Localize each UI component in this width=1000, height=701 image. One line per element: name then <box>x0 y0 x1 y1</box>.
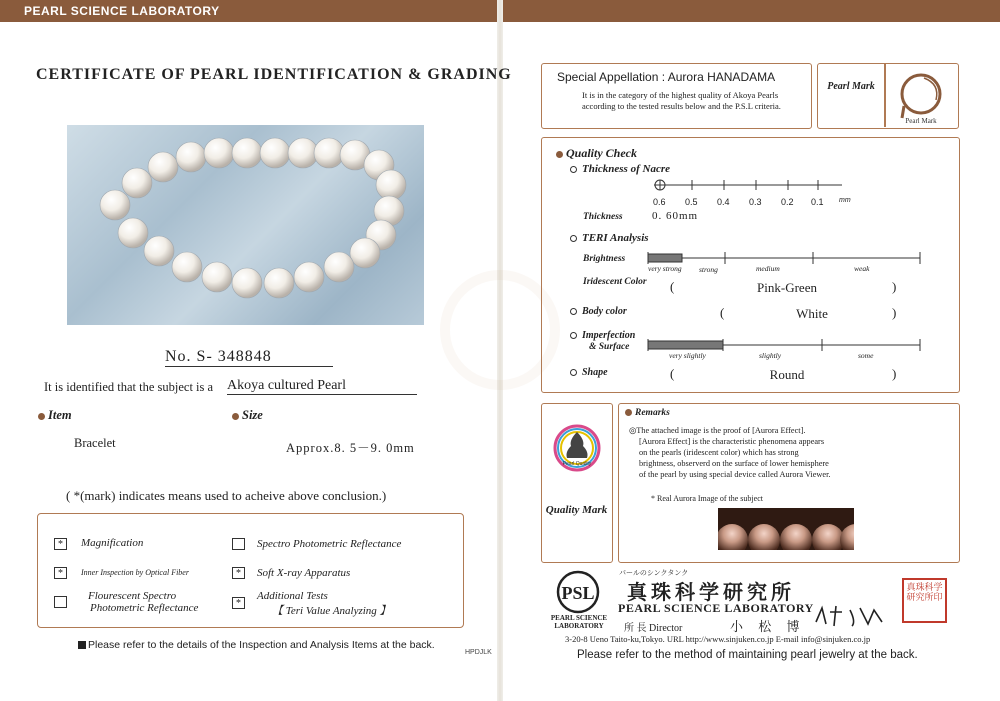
remarks-line: [Aurora Effect] is the characteristic phenomena appears <box>639 437 825 446</box>
lab-address: 3-20-8 Ueno Taito-ku,Tokyo. URL http://www.sinjuken.co.jp E-mail info@sinjuken.co.jp <box>565 634 871 644</box>
bullet-dot <box>232 413 239 420</box>
quality-check-label: Quality Check <box>566 146 637 160</box>
test-checkbox-additional: * <box>232 597 245 609</box>
circle-bullet <box>570 308 577 315</box>
pearl <box>202 262 232 292</box>
nacre-tick-label: 0.1 <box>811 197 824 207</box>
body-color-open-paren: ( <box>720 305 725 320</box>
nacre-unit: mm <box>839 197 851 204</box>
pearl-bracelet-photo <box>67 125 424 325</box>
test-checkbox-flourescent <box>54 596 67 608</box>
brightness-bar <box>648 254 682 262</box>
quality-mark-label: Quality Mark <box>545 504 608 516</box>
size-value: Approx.8. 5－9. 0mm <box>286 441 415 455</box>
pearl-bracelet-image <box>67 125 424 325</box>
remarks-line: on the pearls (iridescent color) which has strong <box>639 448 799 457</box>
lab-kana: パールのシンクタンク <box>619 570 689 577</box>
pearl <box>232 138 262 168</box>
remarks-line: of the pearl by using special device called Aurora Viewer. <box>639 470 831 479</box>
imperfection-bar <box>648 341 723 349</box>
quality-mark-box <box>541 403 613 563</box>
pearl-mark-divider <box>884 64 886 127</box>
brightness-scale-label: medium <box>756 264 780 273</box>
nacre-tick-label: 0.4 <box>717 197 730 207</box>
aurora-pearls-image <box>718 508 854 550</box>
pearl <box>260 138 290 168</box>
psl-subtitle: PEARL SCIENCE LABORATORY <box>550 614 608 630</box>
certificate-title: CERTIFICATE OF PEARL IDENTIFICATION & GRADING <box>36 66 512 83</box>
special-appellation-description: It is in the category of the highest quality of Akoya Pearls according to the tested results below and the P.S.L criteria. <box>582 90 781 111</box>
pearl <box>264 268 294 298</box>
aurora-image <box>718 508 854 550</box>
item-heading <box>38 408 72 423</box>
circle-bullet <box>570 332 577 339</box>
refer-back-left-text: Please refer to the details of the Inspection and Analysis Items at the back. <box>88 639 435 651</box>
imperfection-scale-label: some <box>858 351 874 360</box>
teri-heading <box>570 232 649 244</box>
test-flourescent-2: Photometric Reflectance <box>90 602 199 614</box>
imperfection-heading <box>570 330 635 341</box>
brightness-scale-label: very strong <box>648 264 682 273</box>
body-color-heading <box>570 306 627 317</box>
bullet-dot <box>38 413 45 420</box>
quality-mark-logo-icon <box>553 424 601 472</box>
item-heading-label: Item <box>48 408 72 422</box>
bullet-dot <box>625 409 632 416</box>
identified-text: It is identified that the subject is a <box>44 380 214 394</box>
item-value: Bracelet <box>74 436 116 450</box>
pearl <box>204 138 234 168</box>
certificate-number: No. S- 348848 <box>165 348 333 367</box>
shape-label: Shape <box>582 367 608 378</box>
director-name: 小 松 博 <box>730 619 806 634</box>
remarks-text <box>629 425 957 480</box>
nacre-heading-label: Thickness of Nacre <box>582 163 670 175</box>
nacre-tick-label: 0.6 <box>653 197 666 207</box>
subject-value: Akoya cultured Pearl <box>227 378 417 395</box>
pearl <box>294 262 324 292</box>
director-title: 所 長 Director <box>624 623 683 634</box>
shape-close-paren: ) <box>892 366 897 381</box>
pearl <box>350 238 380 268</box>
psl-logo-text: PSL <box>561 583 595 603</box>
refer-back-left <box>78 639 435 651</box>
iridescent-close-paren: ) <box>892 279 897 294</box>
pearl-mark-logo-icon <box>888 66 958 128</box>
lab-name-en: PEARL SCIENCE LABORATORY <box>618 601 814 615</box>
doc-code: HPDJLK <box>465 649 492 656</box>
pearl-mark-logo-text: Pearl Mark <box>905 117 937 125</box>
mark-note: ( *(mark) indicates means used to acheive above conclusion.) <box>66 488 387 503</box>
director-signature-icon <box>812 602 892 630</box>
test-magnification: Magnification <box>81 537 144 549</box>
header-bar-right <box>503 0 1000 22</box>
size-heading <box>232 408 263 423</box>
test-flourescent-1: Flourescent Spectro <box>88 590 177 602</box>
brightness-label: Brightness <box>583 254 626 264</box>
brightness-scale-label: weak <box>854 264 870 273</box>
remarks-box <box>618 403 960 563</box>
official-seal: 真珠科学研究所印 <box>902 578 947 623</box>
pearl <box>122 168 152 198</box>
lab-name-jp: 真珠科学研究所 <box>627 582 795 604</box>
iridescent-open-paren: ( <box>670 279 675 294</box>
circle-bullet <box>570 235 577 242</box>
special-appellation-title: Special Appellation : Aurora HANADAMA <box>557 70 776 84</box>
pearl <box>314 138 344 168</box>
imperfection-label-1: Imperfection <box>582 330 636 341</box>
shape-open-paren: ( <box>670 366 675 381</box>
imperfection-scale-label: slightly <box>759 351 782 360</box>
nacre-tick-label: 0.3 <box>749 197 762 207</box>
pearl-mark-box <box>817 63 959 129</box>
thickness-label: Thickness <box>583 212 623 222</box>
remarks-title <box>625 408 670 418</box>
pearl <box>172 252 202 282</box>
psl-logo-icon <box>548 570 608 614</box>
test-checkbox-magnification: * <box>54 538 67 550</box>
circle-bullet <box>570 369 577 376</box>
refer-back-right: Please refer to the method of maintaining pearl jewelry at the back. <box>577 649 918 661</box>
test-additional: Additional Tests <box>257 590 328 602</box>
shape-value: Round <box>769 367 805 382</box>
shape-heading <box>570 367 608 378</box>
test-checkbox-inner-inspection: * <box>54 567 67 579</box>
pearl <box>324 252 354 282</box>
body-color-value: White <box>796 306 828 321</box>
tests-box <box>37 513 464 628</box>
pearl <box>148 152 178 182</box>
test-spectro-photometric: Spectro Photometric Reflectance <box>257 538 402 550</box>
test-teri-value: 【 Teri Value Analyzing 】 <box>272 605 391 617</box>
brightness-scale-label: strong <box>699 265 718 274</box>
special-appellation-box <box>541 63 812 129</box>
nacre-tick-label: 0.5 <box>685 197 698 207</box>
quality-mark-logo-text: Pearl Quality <box>562 461 592 467</box>
remarks-caption: * Real Aurora Image of the subject <box>651 494 763 503</box>
header-brand: PEARL SCIENCE LABORATORY <box>24 4 220 18</box>
pearl <box>118 218 148 248</box>
pearl <box>288 138 318 168</box>
pearl <box>100 190 130 220</box>
remarks-line: ◎The attached image is the proof of [Aurora Effect]. <box>629 426 806 435</box>
iridescent-label: Iridescent Color <box>583 277 647 287</box>
body-color-label: Body color <box>582 306 627 317</box>
iridescent-value: Pink-Green <box>757 280 817 295</box>
pearl <box>176 142 206 172</box>
remarks-title-label: Remarks <box>635 408 670 418</box>
body-color-close-paren: ) <box>892 305 897 320</box>
pearl-mark-label: Pearl Mark <box>827 81 875 92</box>
test-inner-inspection: Inner Inspection by Optical Fiber <box>81 568 189 577</box>
square-bullet-icon <box>78 641 86 649</box>
imperfection-scale-label: very slightly <box>669 351 706 360</box>
remarks-line: brightness, observerd on the surface of lower hemisphere <box>639 459 829 468</box>
pearl <box>144 236 174 266</box>
test-checkbox-spectro <box>232 538 245 550</box>
size-heading-label: Size <box>242 408 263 422</box>
pearl <box>232 268 262 298</box>
test-soft-xray: Soft X-ray Apparatus <box>257 567 351 579</box>
quality-scales <box>542 138 961 394</box>
teri-heading-label: TERI Analysis <box>582 232 649 244</box>
thickness-value: 0. 60mm <box>652 210 699 222</box>
pearl <box>376 170 406 200</box>
nacre-tick-label: 0.2 <box>781 197 794 207</box>
test-checkbox-soft-xray: * <box>232 567 245 579</box>
imperfection-label-2: & Surface <box>589 342 630 352</box>
quality-check-box <box>541 137 960 393</box>
